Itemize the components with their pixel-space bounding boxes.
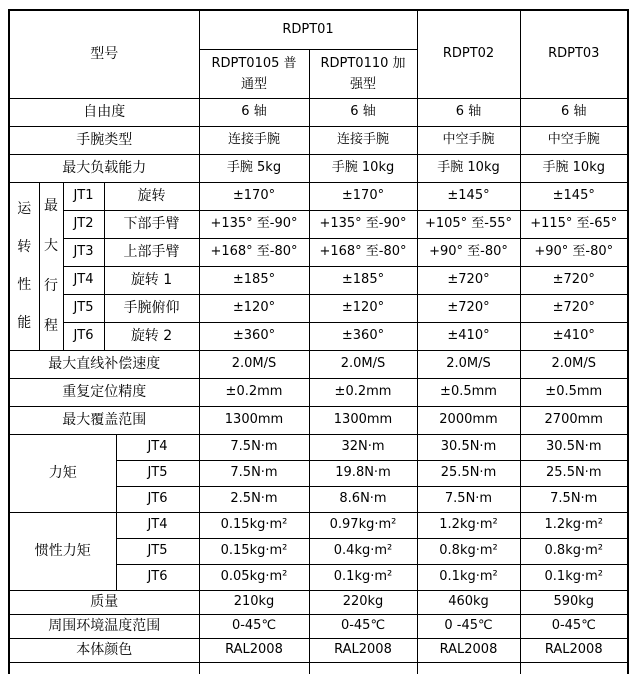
value-cell: RAL2008: [417, 638, 520, 662]
value-cell: 手腕 10kg: [520, 154, 628, 182]
value-cell: 1300mm: [199, 406, 309, 434]
section-label-motion-performance: [9, 182, 39, 350]
model-rdpt0105: [199, 49, 309, 98]
row-label-mass: 质量: [9, 590, 199, 614]
value-cell: ±0.5mm: [417, 378, 520, 406]
joint-cell: JT4: [116, 434, 199, 460]
value-cell: 2.0M/S: [417, 350, 520, 378]
value-cell: 手腕 10kg: [309, 154, 417, 182]
value-cell: 30.5N·m: [417, 434, 520, 460]
row-label-max-reach: 最大覆盖范围: [9, 406, 199, 434]
section-label-inertia: 惯性力矩: [9, 512, 116, 590]
row-label-repeatability: 重复定位精度: [9, 378, 199, 406]
value-cell: ±0.5mm: [520, 378, 628, 406]
value-cell: 7.5N·m: [199, 434, 309, 460]
value-cell: 8.6N·m: [309, 486, 417, 512]
clipped-row-cell: [199, 662, 309, 674]
value-cell: 0.8kg·m²: [417, 538, 520, 564]
model-rdpt0110: [309, 49, 417, 98]
model-rdpt03: RDPT03: [520, 10, 628, 98]
value-cell: 手腕 5kg: [199, 154, 309, 182]
value-cell: 2000mm: [417, 406, 520, 434]
value-cell: ±0.2mm: [199, 378, 309, 406]
joint-desc-cell: 旋转 2: [104, 322, 199, 350]
value-cell: 手腕 10kg: [417, 154, 520, 182]
value-cell: ±170°: [309, 182, 417, 210]
joint-cell: JT6: [63, 322, 104, 350]
section-label-torque: 力矩: [9, 434, 116, 512]
value-cell: 2.0M/S: [520, 350, 628, 378]
value-cell: 1.2kg·m²: [520, 512, 628, 538]
value-cell: ±410°: [520, 322, 628, 350]
value-cell: 0.05kg·m²: [199, 564, 309, 590]
value-cell: 7.5N·m: [199, 460, 309, 486]
joint-cell: JT3: [63, 238, 104, 266]
joint-cell: JT4: [63, 266, 104, 294]
value-cell: RAL2008: [309, 638, 417, 662]
motion-performance-text: 运转性能: [17, 201, 32, 331]
value-cell: +168° 至-80°: [309, 238, 417, 266]
value-cell: 6 轴: [417, 98, 520, 126]
robot-spec-table: [8, 9, 629, 674]
value-cell: +90° 至-80°: [520, 238, 628, 266]
clipped-row-cell: [520, 662, 628, 674]
value-cell: 0.1kg·m²: [520, 564, 628, 590]
value-cell: ±170°: [199, 182, 309, 210]
value-cell: 0-45℃: [309, 614, 417, 638]
max-stroke-text: 最大行程: [44, 198, 58, 334]
model-group-rdpt01: RDPT01: [199, 10, 417, 49]
value-cell: 25.5N·m: [417, 460, 520, 486]
joint-desc-cell: 上部手臂: [104, 238, 199, 266]
value-cell: 2.0M/S: [309, 350, 417, 378]
value-cell: 0-45℃: [199, 614, 309, 638]
value-cell: 6 轴: [520, 98, 628, 126]
value-cell: ±145°: [417, 182, 520, 210]
value-cell: 6 轴: [309, 98, 417, 126]
value-cell: ±720°: [417, 294, 520, 322]
joint-cell: JT1: [63, 182, 104, 210]
value-cell: ±360°: [199, 322, 309, 350]
section-label-max-stroke: [39, 182, 63, 350]
value-cell: +90° 至-80°: [417, 238, 520, 266]
value-cell: 0.1kg·m²: [309, 564, 417, 590]
row-label-dof: 自由度: [9, 98, 199, 126]
value-cell: 连接手腕: [199, 126, 309, 154]
joint-desc-cell: 旋转: [104, 182, 199, 210]
value-cell: ±145°: [520, 182, 628, 210]
value-cell: RAL2008: [199, 638, 309, 662]
value-cell: ±120°: [199, 294, 309, 322]
value-cell: ±185°: [199, 266, 309, 294]
value-cell: 220kg: [309, 590, 417, 614]
value-cell: 460kg: [417, 590, 520, 614]
joint-cell: JT6: [116, 486, 199, 512]
row-label-ambient-temp: 周围环境温度范围: [9, 614, 199, 638]
value-cell: 32N·m: [309, 434, 417, 460]
value-cell: 1300mm: [309, 406, 417, 434]
value-cell: 7.5N·m: [520, 486, 628, 512]
clipped-row-cell: [309, 662, 417, 674]
model-rdpt0110-text: RDPT0110 加强型: [320, 55, 406, 92]
value-cell: +135° 至-90°: [309, 210, 417, 238]
value-cell: 连接手腕: [309, 126, 417, 154]
value-cell: 6 轴: [199, 98, 309, 126]
value-cell: 2.5N·m: [199, 486, 309, 512]
model-rdpt02: RDPT02: [417, 10, 520, 98]
value-cell: 中空手腕: [417, 126, 520, 154]
joint-cell: JT4: [116, 512, 199, 538]
value-cell: ±0.2mm: [309, 378, 417, 406]
joint-cell: JT2: [63, 210, 104, 238]
value-cell: RAL2008: [520, 638, 628, 662]
joint-cell: JT5: [116, 538, 199, 564]
value-cell: ±720°: [520, 294, 628, 322]
value-cell: 210kg: [199, 590, 309, 614]
value-cell: +168° 至-80°: [199, 238, 309, 266]
value-cell: 0-45℃: [520, 614, 628, 638]
value-cell: +115° 至-65°: [520, 210, 628, 238]
joint-cell: JT5: [63, 294, 104, 322]
joint-desc-cell: 下部手臂: [104, 210, 199, 238]
value-cell: 中空手腕: [520, 126, 628, 154]
value-cell: 30.5N·m: [520, 434, 628, 460]
value-cell: 0.1kg·m²: [417, 564, 520, 590]
value-cell: 0.8kg·m²: [520, 538, 628, 564]
row-label-max-linear-speed: 最大直线补偿速度: [9, 350, 199, 378]
value-cell: 2700mm: [520, 406, 628, 434]
value-cell: +135° 至-90°: [199, 210, 309, 238]
value-cell: 2.0M/S: [199, 350, 309, 378]
value-cell: 0 -45℃: [417, 614, 520, 638]
value-cell: 1.2kg·m²: [417, 512, 520, 538]
value-cell: 590kg: [520, 590, 628, 614]
joint-desc-cell: 旋转 1: [104, 266, 199, 294]
value-cell: ±410°: [417, 322, 520, 350]
value-cell: +105° 至-55°: [417, 210, 520, 238]
row-label-body-color: 本体颜色: [9, 638, 199, 662]
value-cell: 19.8N·m: [309, 460, 417, 486]
value-cell: 0.15kg·m²: [199, 538, 309, 564]
clipped-row-cell: [417, 662, 520, 674]
joint-desc-cell: 手腕俯仰: [104, 294, 199, 322]
joint-cell: JT6: [116, 564, 199, 590]
row-label-wrist-type: 手腕类型: [9, 126, 199, 154]
value-cell: 0.97kg·m²: [309, 512, 417, 538]
value-cell: 25.5N·m: [520, 460, 628, 486]
joint-cell: JT5: [116, 460, 199, 486]
value-cell: 0.15kg·m²: [199, 512, 309, 538]
value-cell: ±720°: [417, 266, 520, 294]
value-cell: ±120°: [309, 294, 417, 322]
model-header-label: 型号: [9, 10, 199, 98]
clipped-row-cell: [9, 662, 199, 674]
value-cell: ±360°: [309, 322, 417, 350]
value-cell: ±185°: [309, 266, 417, 294]
value-cell: 0.4kg·m²: [309, 538, 417, 564]
row-label-max-load: 最大负载能力: [9, 154, 199, 182]
value-cell: ±720°: [520, 266, 628, 294]
model-rdpt0105-text: RDPT0105 普通型: [211, 55, 297, 92]
value-cell: 7.5N·m: [417, 486, 520, 512]
